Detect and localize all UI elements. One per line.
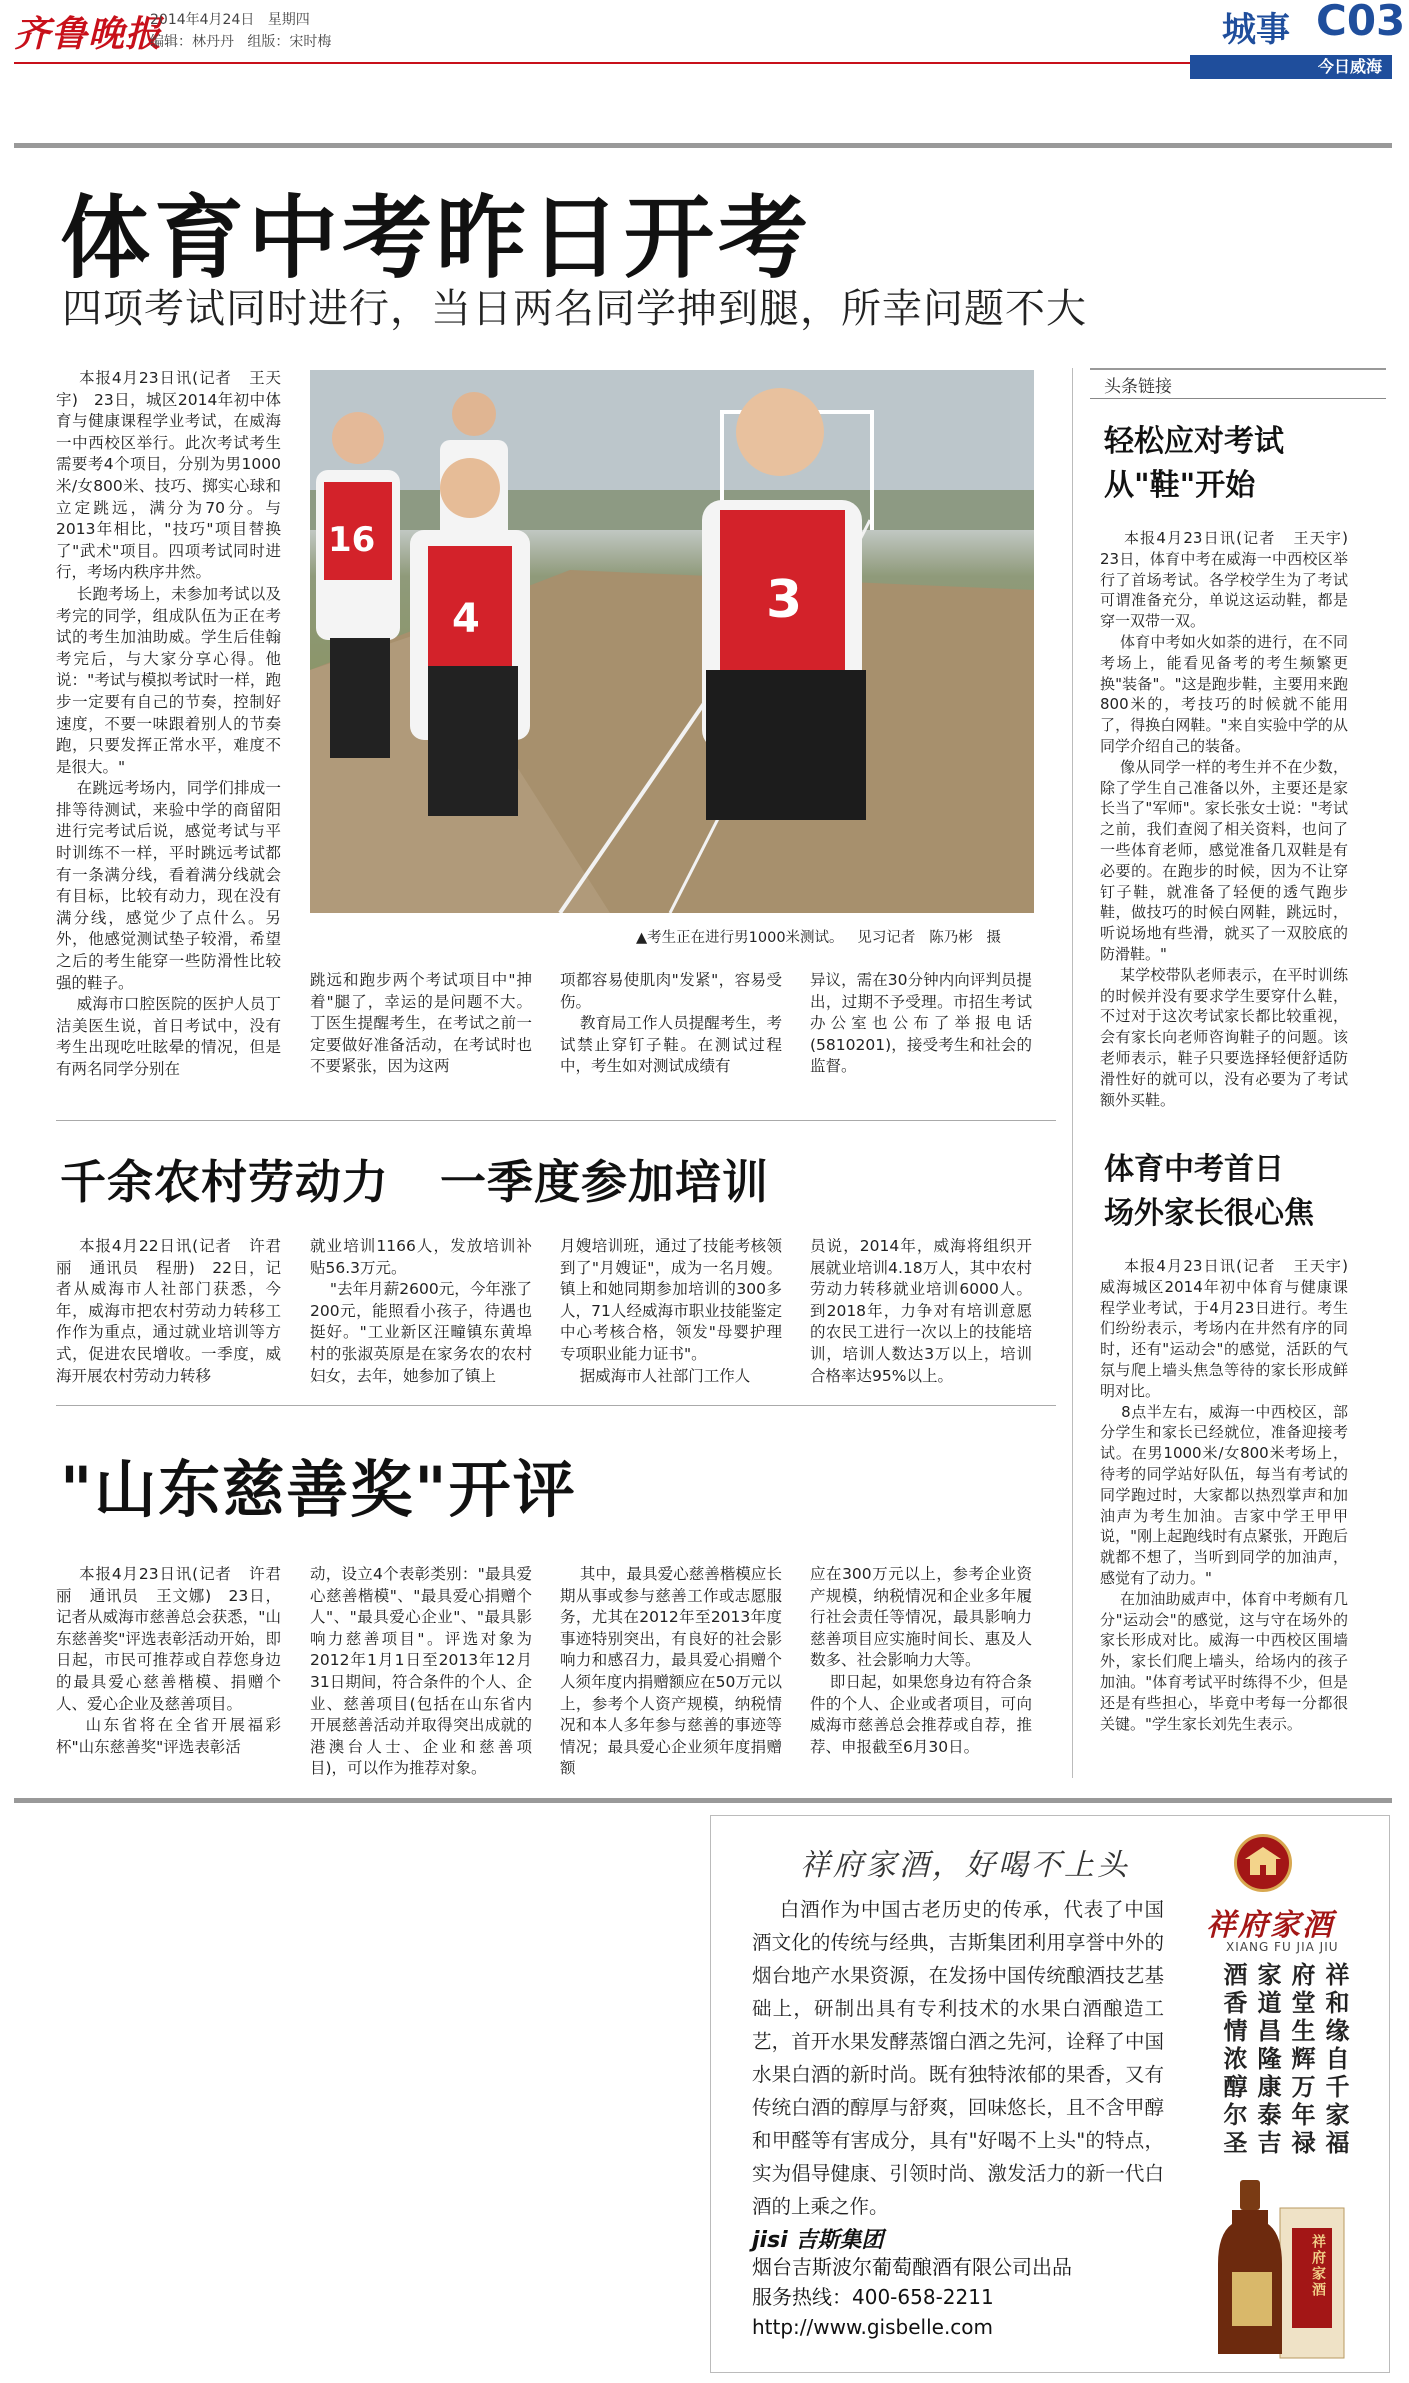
ad-poem-column-1: 祥和缘自千家福 — [1321, 1962, 1350, 2158]
lead-column-4: 异议，需在30分钟内向评判员提出，过期不予受理。市招生考试办公室也公布了举报电话(5810201)，接受考生和社会的监督。 — [810, 971, 1032, 1076]
lead-photo — [310, 370, 1034, 913]
masthead-rule — [14, 62, 1190, 64]
runners-photo-illustration — [310, 370, 1034, 913]
article3-top-rule — [56, 1405, 1056, 1406]
article2-column-3: 月嫂培训班，通过了技能考核领到了"月嫂证"，成为一名月嫂。镇上和她同期参加培训的300多人，71人经威海市职业技能鉴定中心考核合格，领发"母婴护理专项职业能力证书"。 据威海市人社部门工作人 — [560, 1237, 782, 1385]
ad-poem-column-3: 家道昌隆康泰吉 — [1253, 1962, 1282, 2158]
page-code: C03 — [1316, 0, 1406, 45]
article3-column-3: 其中，最具爱心慈善楷模应长期从事或参与慈善工作或志愿服务，尤其在2012年至2013年度事迹特别突出，有良好的社会影响力和感召力，最具爱心捐赠个人须年度内捐赠额应在50万元以上，参考个人资产规模，纳税情况和本人多年参与慈善的事迹等情况；最具爱心企业须年度捐赠额 — [560, 1565, 782, 1778]
ad-hotline: 服务热线：400-658-2211 — [752, 2285, 994, 2309]
section-tag: 今日威海 — [1190, 55, 1392, 79]
article2-top-rule — [56, 1120, 1056, 1121]
bib-number-4: 4 — [452, 596, 480, 642]
article2-column-1: 本报4月22日讯(记者 许君丽 通讯员 程册) 22日，记者从威海市人社部门获悉，今年，威海市把农村劳动力转移工作作为重点，通过就业培训等方式，促进农民增收。一季度，威海开展农村劳动力转移 — [56, 1237, 281, 1385]
section-name: 城事 — [1222, 10, 1290, 50]
sidebar-story2-body: 本报4月23日讯(记者 王天宇) 威海城区2014年初中体育与健康课程学业考试，于4月23日进行。考生们纷纷表示，考场内在井然有序的同时，还有"运动会"的感觉，活跃的气氛与爬上墙头焦急等待的家长形成鲜明对比。 8点半左右，威海一中西校区，部分学生和家长已经就位，准备迎接考试。在男1000米/女800米考场上，待考的同学站好队伍，每当有考试的同学跑过时，大家都以热烈掌声和加油声为考生加油。吉家中学王甲甲说，"刚上起跑线时有点紧张，开跑后就都不想了，当听到同学的加油声，感觉有了动力。" 在加油助威声中，体育中考颇有几分"运动会"的感觉，这与守在场外的家长形成对比。威海一中西校区围墙外，家长们爬上墙头，给场内的孩子加油。"体育考试平时练得不少，但是还是有些担心，毕竟中考每一分都很关键。"学生家长刘先生表示。 — [1100, 1257, 1349, 1733]
article3-column-1: 本报4月23日讯(记者 许君丽 通讯员 王文娜) 23日，记者从威海市慈善总会获悉，"山东慈善奖"评选表彰活动开始，即日起，市民可推荐或自荐您身边的最具爱心慈善楷模、捐赠个人、爱心企业及慈善项目。 山东省将在全省开展福彩杯"山东慈善奖"评选表彰活 — [56, 1565, 281, 1756]
bib-number-3: 3 — [766, 570, 803, 630]
wine-bottle-icon — [1210, 2180, 1350, 2360]
ad-poem-column-2: 府堂生辉万年禄 — [1287, 1962, 1316, 2158]
ad-website-link[interactable]: http://www.gisbelle.com — [752, 2315, 994, 2339]
sidebar-story1-headline-2: 从"鞋"开始 — [1104, 468, 1256, 503]
article2-headline: 千余农村劳动力 一季度参加培训 — [60, 1155, 770, 1209]
sidebar-story1-headline-1: 轻松应对考试 — [1104, 424, 1284, 459]
top-divider — [14, 143, 1392, 148]
editors-line: 编辑：林丹丹 组版：宋时梅 — [150, 34, 332, 50]
bottom-divider — [14, 1798, 1392, 1803]
lead-subheadline: 四项考试同时进行，当日两名同学抻到腿，所幸问题不大 — [62, 286, 1087, 332]
ad-bottle-label: 祥府家酒 — [1310, 2234, 1326, 2298]
article3-column-4: 应在300万元以上，参考企业资产规模，纳税情况和企业多年履行社会责任等情况，最具影响力慈善项目应实施时间长、惠及人数多、社会影响力大等。 即日起，如果您身边有符合条件的个人、企业或者项目，可向威海市慈善总会推荐或自荐，推荐、申报截至6月30日。 — [810, 1565, 1032, 1756]
sidebar-story2-headline-1: 体育中考首日 — [1104, 1152, 1284, 1187]
lead-column-3: 项都容易使肌肉"发紧"，容易受伤。 教育局工作人员提醒考生，考试禁止穿钉子鞋。在测试过程中，考生如对测试成绩有 — [560, 971, 782, 1076]
sidebar-story2-headline-2: 场外家长很心焦 — [1104, 1196, 1314, 1231]
lead-column-2: 跳远和跑步两个考试项目中"抻着"腿了，幸运的是问题不大。丁医生提醒考生，在考试之前一定要做好准备活动，在考试时也不要紧张，因为这两 — [310, 971, 532, 1076]
sidebar-label-rule — [1090, 398, 1386, 399]
ad-poem — [1200, 1962, 1350, 2162]
ad-bottle-image — [1210, 2180, 1350, 2360]
sidebar-top-rule — [1090, 368, 1386, 370]
lead-headline: 体育中考昨日开考 — [60, 186, 812, 291]
sidebar-divider — [1072, 368, 1073, 1778]
article2-column-4: 员说，2014年，威海将组织开展就业培训4.18万人，其中农村劳动力转移就业培训6000人。到2018年，力争对有培训意愿的农民工进行一次以上的技能培训，培训人数达3万以上，培训合格率达95%以上。 — [810, 1237, 1032, 1385]
sidebar-label: 头条链接 — [1104, 377, 1172, 397]
ad-brand-pinyin: XIANG FU JIA JIU — [1226, 1940, 1339, 1954]
ad-slogan: 祥府家酒，好喝不上头 — [800, 1848, 1130, 1883]
bib-number-16: 16 — [328, 520, 376, 560]
article3-column-2: 动，设立4个表彰类别："最具爱心慈善楷模"、"最具爱心捐赠个人"、"最具爱心企业"、"最具影响力慈善项目"。评选对象为2012年1月1日至2013年12月31日期间，符合条件的个人、企业、慈善项目(包括在山东省内开展慈善活动并取得突出成就的港澳台人士、企业和慈善项目)，可以作为推荐对象。 — [310, 1565, 532, 1778]
sidebar-story1-body: 本报4月23日讯(记者 王天宇) 23日，体育中考在威海一中西校区举行了首场考试。各学校学生为了考试可谓准备充分，单说这运动鞋，都是穿一双带一双。 体育中考如火如荼的进行，在不同考场上，能看见备考的考生频繁更换"装备"。"这是跑步鞋，主要用来跑800米的，考技巧的时候就不能用了，得换白网鞋。"来自实验中学的从同学介绍自己的装备。 像从同学一样的考生并不在少数，除了学生自己准备以外，主要还是家长当了"军师"。家长张女士说："考试之前，我们查阅了相关资料，也问了一些体育老师，感觉准备几双鞋是有必要的。在跑步的时候，因为不让穿钉子鞋，就准备了轻便的透气跑步鞋，做技巧的时候白网鞋，跳远时，听说场地有些滑，就买了一双胶底的防滑鞋。" 某学校带队老师表示，在平时训练的时候并没有要求学生要穿什么鞋，不过对于这次考试家长都比较重视，会有家长向老师咨询鞋子的问题。该老师表示，鞋子只要选择轻便舒适防滑性好的就可以，没有必要为了考试额外买鞋。 — [1100, 529, 1349, 1109]
issue-date: 2014年4月24日 星期四 — [150, 12, 310, 28]
ad-body-text: 白酒作为中国古老历史的传承，代表了中国酒文化的传统与经典，吉斯集团利用享誉中外的烟台地产水果资源，在发扬中国传统酿酒技艺基础上，研制出具有专利技术的水果白酒酿造工艺，首开水果发酵蒸馏白酒之先河，诠释了中国水果白酒的新时尚。既有独特浓郁的果香，又有传统白酒的醇厚与舒爽，回味悠长，且不含甲醇和甲醛等有害成分，具有"好喝不上头"的特点，实为倡导健康、引领时尚、激发活力的新一代白酒的上乘之作。 — [752, 1898, 1164, 2218]
article2-column-2: 就业培训1166人，发放培训补贴56.3万元。 "去年月薪2600元，今年涨了200元，能照看小孩子，待遇也挺好。"工业新区汪疃镇东黄埠村的张淑英原是在家务农的农村妇女，去年，她参加了镇上 — [310, 1237, 532, 1385]
ad-brand-name: 祥府家酒 — [1206, 1908, 1334, 1943]
ad-company-name: 烟台吉斯波尔葡萄酿酒有限公司出品 — [752, 2255, 1072, 2279]
photo-caption: ▲考生正在进行男1000米测试。 见习记者 陈乃彬 摄 — [636, 930, 1002, 946]
lead-column-1: 本报4月23日讯(记者 王天宇) 23日，城区2014年初中体育与健康课程学业考试，在威海一中西校区举行。此次考试考生需要考4个项目，分别为男1000米/女800米、技巧、掷实心球和立定跳远，满分为70分。与2013年相比，"技巧"项目替换了"武术"项目。四项考试同时进行，考场内秩序井然。 长跑考场上，未参加考试以及考完的同学，组成队伍为正在考试的考生加油助威。学生后佳翰考完后，与大家分享心得。他说："考试与模拟考试时一样，跑步一定要有自己的节奏，控制好速度，不要一味跟着别人的节奏跑，只要发挥正常水平，难度不是很大。" 在跳远考场内，同学们排成一排等待测试，来验中学的商留阳进行完考试后说，感觉考试与平时训练不一样，平时跳远考试都有一条满分线，看着满分线就会有目标，比较有动力，现在没有满分线，感觉少了点什么。另外，他感觉测试垫子较滑，希望之后的考生能穿一些防滑性比较强的鞋子。 威海市口腔医院的医护人员丁洁美医生说，首日考试中，没有考生出现吃吐眩晕的情况，但是有两名同学分别在 — [56, 369, 281, 1078]
article3-headline: "山东慈善奖"开评 — [60, 1453, 577, 1526]
ad-company-logo: jisi 吉斯集团 — [752, 2228, 884, 2253]
ad-poem-column-4: 酒香情浓醇尔圣 — [1219, 1962, 1248, 2158]
paper-logo: 齐鲁晚报 — [14, 13, 163, 55]
ad-brand-seal — [1234, 1834, 1292, 1892]
pavilion-icon — [1237, 1837, 1289, 1889]
